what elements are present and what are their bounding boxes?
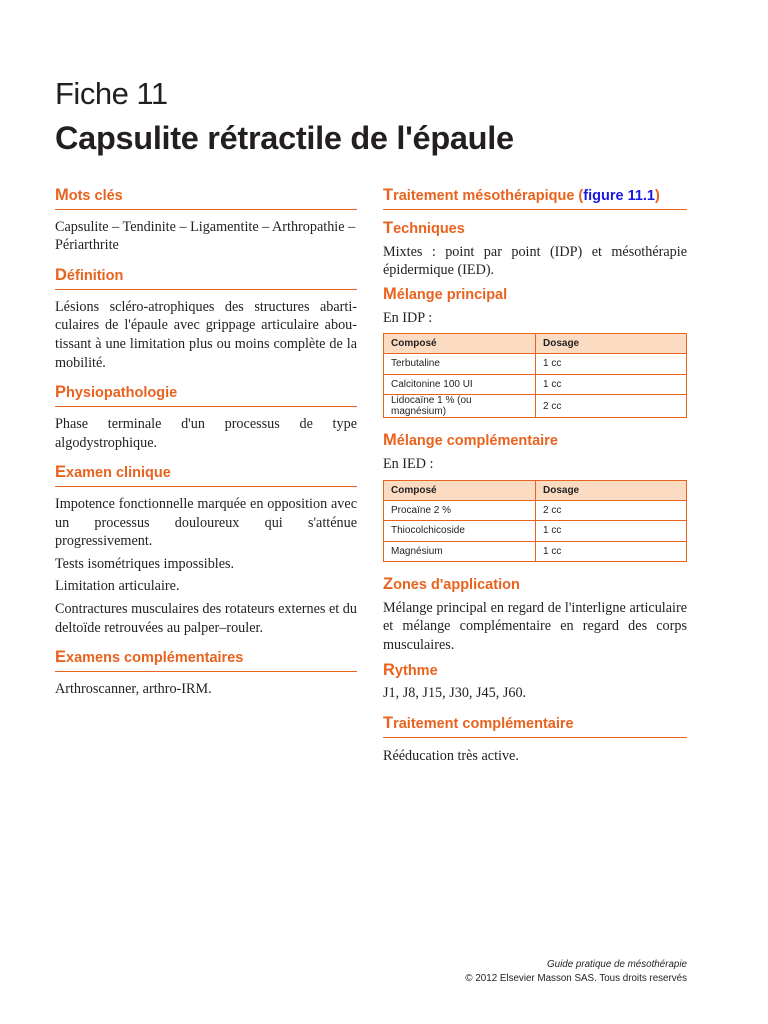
examen-paragraph: Tests isométriques impossibles. [55,555,235,572]
section-melange-principal [383,285,687,418]
column-header-dosage: Dosage [536,480,687,500]
traitement-comp-text: Rééducation très active. [383,747,519,764]
table-row [384,541,687,562]
section-heading: Examen clinique [55,463,357,487]
physio-text: Phase terminale d'un processus de type algodystrophique. [55,415,357,451]
cell-dosage: 1 cc [536,374,687,395]
footer-book-title: Guide pratique de mésothérapie [547,959,687,970]
column-header-compose: Composé [384,334,536,354]
section-heading: Traitement mésothérapique (figure 11.1) [383,186,687,210]
cell-dosage: 1 cc [536,521,687,542]
section-mots-cles [55,186,357,255]
cell-compose: Magnésium [384,541,536,562]
cell-compose: Procaïne 2 % [384,500,536,521]
cell-dosage: 1 cc [536,541,687,562]
left-column [55,186,357,698]
figure-link[interactable]: figure 11.1 [583,188,655,204]
examens-comp-text: Arthroscanner, arthro-IRM. [55,680,212,697]
section-heading: Traitement complémentaire [383,714,687,738]
section-heading: Physiopathologie [55,383,357,407]
right-column [383,186,687,765]
fiche-number: Fiche 11 [55,76,168,111]
melange-principal-table [383,333,687,418]
page-footer [465,958,687,986]
subsection-heading: Mélange complémentaire [383,431,558,450]
table-row [384,374,687,395]
subsection-heading: Rythme [383,660,438,679]
melange-comp-intro: En IED : [383,455,434,472]
section-rythme [383,661,687,703]
section-definition [55,266,357,372]
column-header-dosage: Dosage [536,334,687,354]
section-heading: Définition [55,266,357,290]
cell-compose: Terbutaline [384,354,536,375]
cell-dosage: 1 cc [536,354,687,375]
subsection-heading: Zones d'application [383,575,520,594]
examen-paragraph: Limitation articulaire. [55,578,180,595]
section-traitement-complementaire [383,714,687,765]
cell-compose: Lidocaïne 1 % (ou magnésium) [384,395,536,418]
section-examen-clinique [55,463,357,637]
section-melange-complementaire [383,431,687,562]
section-techniques [383,219,687,280]
examen-paragraph: Contractures musculaires des rotateurs externes et du deltoïde retrouvées au palper–rouler. [55,600,357,636]
subsection-heading: Mélange principal [383,284,508,303]
definition-text: Lésions scléro-atrophiques des structures abarticulaires de l'épaule avec grippage articulaire aboutissant à une limitation plus ou moins complète de la mobilité. [55,298,357,371]
section-zones-application [383,575,687,655]
zones-text: Mélange principal en regard de l'interligne articulaire et mélange complémentaire en regard des corps musculaires. [383,599,687,654]
table-row [384,500,687,521]
melange-principal-intro: En IDP : [383,309,433,326]
table-row [384,521,687,542]
techniques-text: Mixtes : point par point (IDP) et mésothérapie épidermique (IED). [383,243,687,279]
melange-comp-table [383,480,687,563]
section-physiopathologie [55,383,357,452]
column-header-compose: Composé [384,480,536,500]
table-header-row [384,480,687,500]
table-row [384,354,687,375]
examen-paragraph: Impotence fonctionnelle marquée en opposition avec un processus douloureux qui s'atténue progressivement. [55,495,357,550]
section-examens-complementaires [55,648,357,698]
mots-cles-text: Capsulite – Tendinite – Ligamentite – Arthropathie – Périarthrite [55,218,356,254]
table-row [384,395,687,418]
section-heading: Mots clés [55,186,357,210]
footer-copyright: © 2012 Elsevier Masson SAS. Tous droits reservés [465,973,687,984]
cell-dosage: 2 cc [536,500,687,521]
section-heading: Examens complémentaires [55,648,357,672]
cell-dosage: 2 cc [536,395,687,418]
rythme-text: J1, J8, J15, J30, J45, J60. [383,685,527,702]
subsection-heading: Techniques [383,218,465,237]
cell-compose: Calcitonine 100 UI [384,374,536,395]
table-header-row [384,334,687,354]
cell-compose: Thiocolchicoside [384,521,536,542]
section-traitement-mesotherapique [383,186,687,210]
page-title: Capsulite rétractile de l'épaule [55,120,514,156]
